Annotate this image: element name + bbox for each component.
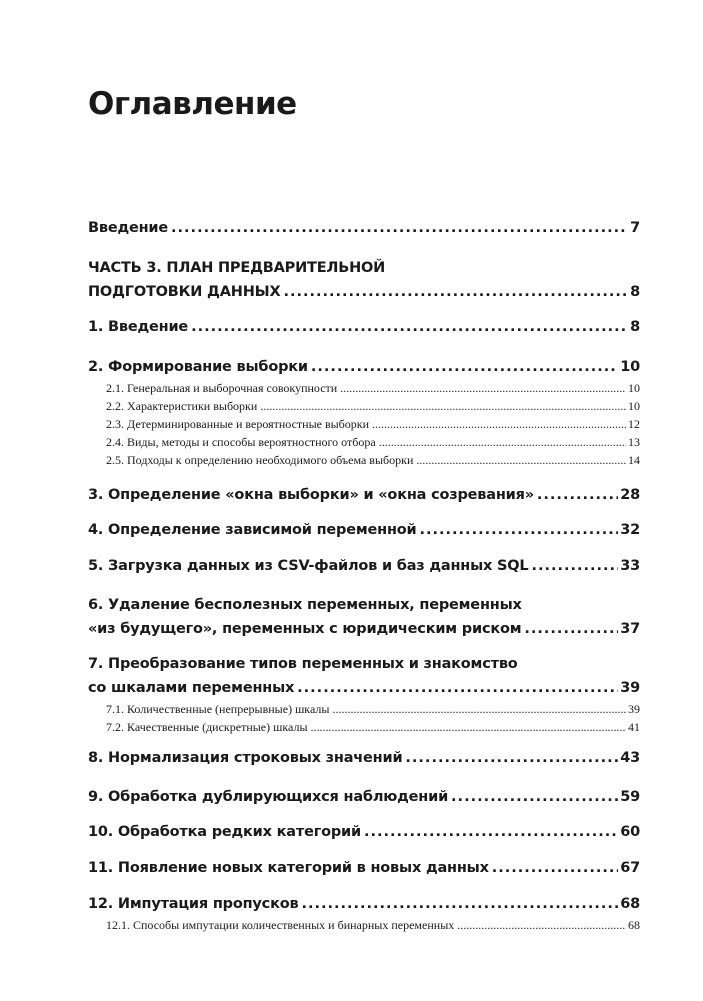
toc-page-number: 7 xyxy=(630,220,640,236)
toc-page-number: 8 xyxy=(630,284,640,300)
toc-label: 3. Определение «окна выборки» и «окна созревания» xyxy=(88,487,534,503)
toc-label-line1: 6. Удаление бесполезных переменных, переменных xyxy=(88,597,522,613)
leader-dots xyxy=(191,315,628,339)
leader-dots xyxy=(379,433,626,451)
toc-entry-chapter-6[interactable] xyxy=(88,593,640,641)
leader-dots xyxy=(332,700,626,718)
toc-entry-chapter-7[interactable] xyxy=(88,652,640,736)
toc-entry-chapter-8[interactable] xyxy=(88,746,640,770)
toc-page-number: 68 xyxy=(620,896,640,912)
toc-page-number: 8 xyxy=(630,319,640,335)
leader-dots xyxy=(372,415,626,433)
toc-label: 2. Формирование выборки xyxy=(88,359,308,375)
leader-dots xyxy=(451,785,618,809)
page-title: Оглавление xyxy=(88,86,297,122)
toc-label: 5. Загрузка данных из CSV-файлов и баз данных SQL xyxy=(88,558,529,574)
leader-dots xyxy=(301,892,618,916)
leader-dots xyxy=(297,676,618,700)
toc-page-number: 33 xyxy=(620,558,640,574)
toc-label: 1. Введение xyxy=(88,319,189,335)
toc-entry-chapter-11[interactable] xyxy=(88,856,640,880)
toc-page-number: 10 xyxy=(620,359,640,375)
toc-subentry[interactable]: 2.5. Подходы к определению необходимого объема выборки ..... 14 xyxy=(88,451,640,469)
leader-dots xyxy=(283,280,628,304)
toc-page-number: 32 xyxy=(620,522,640,538)
toc-subentry[interactable]: 12.1. Способы импутации количественных и бинарных переменных ..... 68 xyxy=(88,916,640,934)
leader-dots xyxy=(171,216,628,240)
toc-page-number: 39 xyxy=(620,680,640,696)
leader-dots xyxy=(524,617,618,641)
toc-entry-chapter-12[interactable] xyxy=(88,892,640,934)
leader-dots xyxy=(416,451,626,469)
toc-entry-part3[interactable] xyxy=(88,256,640,304)
toc-page-number: 60 xyxy=(620,824,640,840)
leader-dots xyxy=(537,483,618,507)
toc-label-line1: ЧАСТЬ 3. ПЛАН ПРЕДВАРИТЕЛЬНОЙ xyxy=(88,260,386,276)
toc-subentry[interactable]: 7.2. Качественные (дискретные) шкалы ..... 41 xyxy=(88,718,640,736)
toc-subentry[interactable]: 2.4. Виды, методы и способы вероятностного отбора ..... 13 xyxy=(88,433,640,451)
toc-subentry[interactable]: 7.1. Количественные (непрерывные) шкалы ..... 39 xyxy=(88,700,640,718)
leader-dots xyxy=(260,397,626,415)
toc-subentry[interactable]: 2.3. Детерминированные и вероятностные выборки ..... 12 xyxy=(88,415,640,433)
toc-label: Введение xyxy=(88,220,169,236)
toc-page-number: 59 xyxy=(620,789,640,805)
leader-dots xyxy=(364,820,618,844)
toc-label: 12. Импутация пропусков xyxy=(88,896,299,912)
toc-subentry[interactable]: 2.1. Генеральная и выборочная совокупности ..... 10 xyxy=(88,379,640,397)
leader-dots xyxy=(311,355,618,379)
toc-subentry[interactable]: 2.2. Характеристики выборки ..... 10 xyxy=(88,397,640,415)
leader-dots xyxy=(340,379,626,397)
toc-entry-chapter-10[interactable] xyxy=(88,820,640,844)
toc-label: 10. Обработка редких категорий xyxy=(88,824,361,840)
toc-label-line2: со шкалами переменных xyxy=(88,680,295,696)
toc-label: 11. Появление новых категорий в новых данных xyxy=(88,860,489,876)
toc-page-number: 28 xyxy=(620,487,640,503)
toc-page-number: 67 xyxy=(620,860,640,876)
toc-label: 8. Нормализация строковых значений xyxy=(88,750,403,766)
toc-label-line2: «из будущего», переменных с юридическим риском xyxy=(88,621,522,637)
toc-label-line1: 7. Преобразование типов переменных и знакомство xyxy=(88,656,518,672)
toc-entry-chapter-4[interactable] xyxy=(88,518,640,542)
toc-page-number: 37 xyxy=(620,621,640,637)
leader-dots xyxy=(457,916,626,934)
toc-entry-intro[interactable] xyxy=(88,216,640,240)
leader-dots xyxy=(492,856,618,880)
toc-label: 9. Обработка дублирующихся наблюдений xyxy=(88,789,449,805)
toc-entry-chapter-2[interactable] xyxy=(88,355,640,469)
leader-dots xyxy=(311,718,626,736)
toc-entry-chapter-9[interactable] xyxy=(88,785,640,809)
leader-dots xyxy=(531,554,618,578)
toc-label-line2: ПОДГОТОВКИ ДАННЫХ xyxy=(88,284,281,300)
leader-dots xyxy=(405,746,618,770)
leader-dots xyxy=(420,518,619,542)
toc-label: 4. Определение зависимой переменной xyxy=(88,522,417,538)
toc-entry-chapter-5[interactable] xyxy=(88,554,640,578)
toc-entry-chapter-3[interactable] xyxy=(88,483,640,507)
toc-entry-chapter-1[interactable] xyxy=(88,315,640,339)
toc-page-number: 43 xyxy=(620,750,640,766)
